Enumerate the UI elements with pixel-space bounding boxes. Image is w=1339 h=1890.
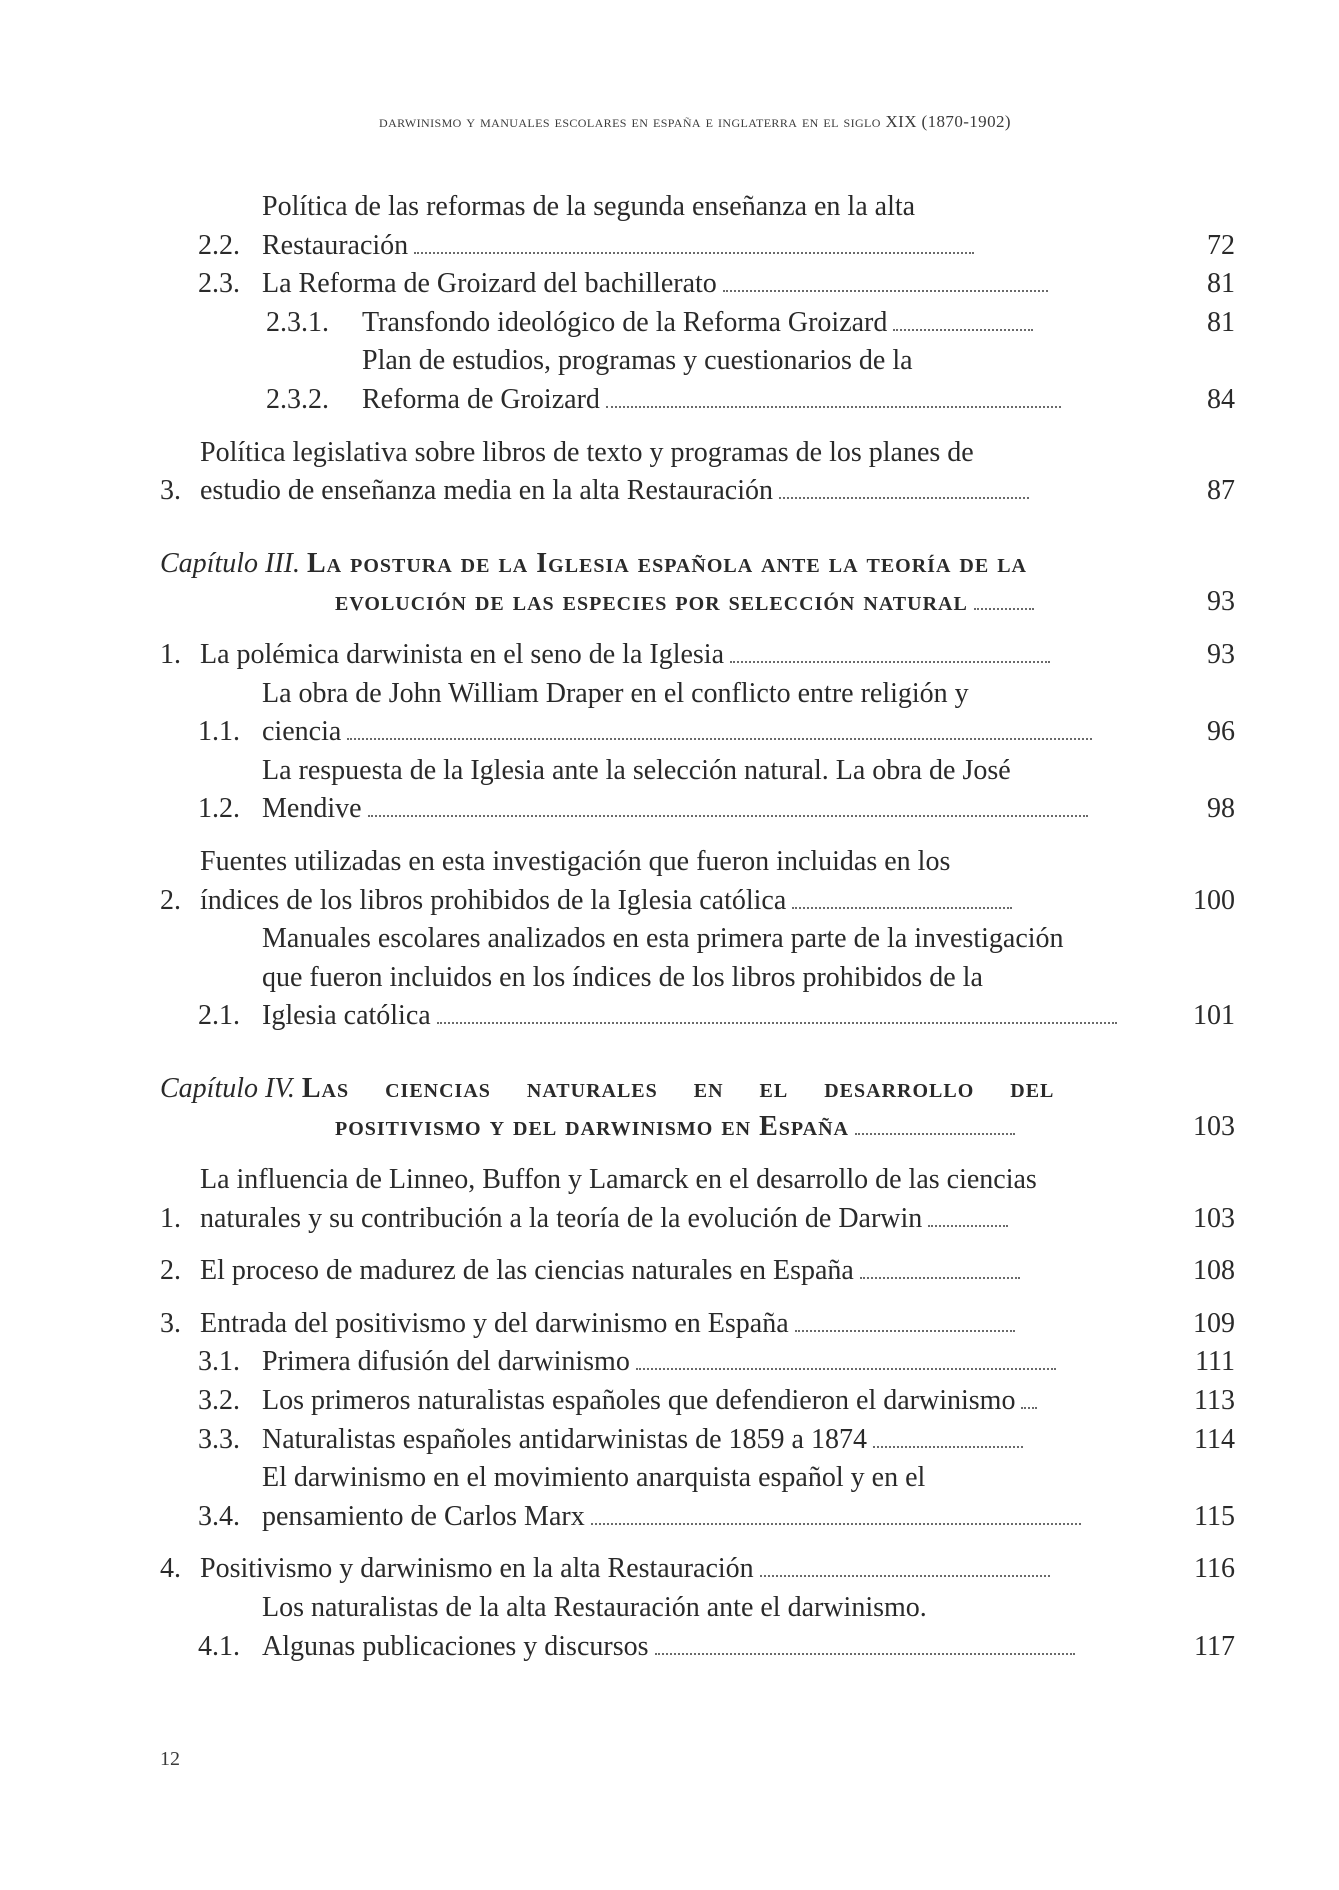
chapter-label: Capítulo IV.	[160, 1072, 295, 1104]
chapter-heading[interactable]	[160, 1070, 1235, 1147]
entry-title: El proceso de madurez de las ciencias naturales en España	[200, 1252, 1180, 1291]
toc-entry[interactable]	[160, 342, 1235, 419]
entry-number: 2.	[160, 1255, 181, 1287]
entry-number: 3.	[160, 1307, 181, 1339]
chapter-title: Las ciencias naturales en el desarrollo del	[301, 1072, 1055, 1104]
entry-title: La respuesta de la Iglesia ante la selección natural. La obra de José Mendive	[262, 752, 1170, 829]
entry-page: 87	[1207, 475, 1235, 507]
chapter-page: 103	[1193, 1111, 1235, 1143]
entry-page: 100	[1193, 884, 1235, 916]
chapter-label: Capítulo III.	[160, 547, 300, 579]
entry-page: 117	[1194, 1630, 1235, 1662]
toc-entry[interactable]	[160, 1421, 1235, 1460]
entry-title: Política legislativa sobre libros de texto y programas de los planes de estudio de enseñanza media en la alta Restauración	[200, 434, 1180, 511]
toc-entry[interactable]	[160, 265, 1235, 304]
entry-number: 2.1.	[198, 1000, 240, 1032]
entry-page: 72	[1207, 229, 1235, 261]
entry-title: Transfondo ideológico de la Reforma Groizard	[362, 304, 1139, 343]
entry-page: 116	[1194, 1553, 1235, 1585]
entry-page: 109	[1193, 1307, 1235, 1339]
chapter-heading[interactable]	[160, 545, 1235, 622]
entry-page: 81	[1207, 306, 1235, 338]
entry-title: La influencia de Linneo, Buffon y Lamarck en el desarrollo de las ciencias naturales y su contribución a la teoría de la evolución de Darwin	[200, 1164, 1037, 1234]
entry-title: El darwinismo en el movimiento anarquista español y en el pensamiento de Carlos Marx	[262, 1459, 1170, 1536]
entry-number: 4.	[160, 1553, 181, 1585]
toc-entry[interactable]	[160, 434, 1235, 511]
entry-number: 1.1.	[198, 716, 240, 748]
chapter-title-line2: evolución de las especies por selección natural	[160, 583, 1190, 622]
entry-title: La obra de John William Draper en el conflicto entre religión y ciencia	[262, 675, 1170, 752]
toc-entry[interactable]	[160, 1252, 1235, 1291]
entry-number: 4.1.	[198, 1630, 240, 1662]
toc-entry[interactable]	[160, 675, 1235, 752]
entry-title: Fuentes utilizadas en esta investigación que fueron incluidas en los índices de los libros prohibidos de la Iglesia católica	[200, 843, 1180, 920]
entry-number: 2.	[160, 884, 181, 916]
toc-entry[interactable]	[160, 1161, 1235, 1238]
entry-number: 2.3.2.	[266, 383, 329, 415]
entry-title: La polémica darwinista en el seno de la Iglesia	[200, 636, 1180, 675]
chapter-title: La postura de la Iglesia española ante la teoría de la	[307, 547, 1027, 579]
entry-page: 93	[1207, 638, 1235, 670]
entry-title: Los naturalistas de la alta Restauración ante el darwinismo. Algunas publicaciones y discursos	[262, 1589, 1170, 1666]
entry-number: 2.3.1.	[266, 306, 329, 338]
running-head: darwinismo y manuales escolares en españa e inglaterra en el siglo XIX (1870-1902)	[379, 112, 1011, 131]
entry-page: 103	[1193, 1202, 1235, 1234]
chapter-title-line2: positivismo y del darwinismo en España	[160, 1108, 1140, 1147]
entry-page: 98	[1207, 793, 1235, 825]
toc-entry[interactable]	[160, 752, 1235, 829]
toc-entry[interactable]	[160, 843, 1235, 920]
entry-title: Política de las reformas de la segunda enseñanza en la alta Restauración	[262, 188, 1170, 265]
entry-page: 113	[1194, 1385, 1235, 1417]
entry-page: 114	[1194, 1423, 1235, 1455]
chapter-page: 93	[1207, 586, 1235, 618]
entry-title: Primera difusión del darwinismo	[262, 1343, 1170, 1382]
entry-title: Los primeros naturalistas españoles que defendieron el darwinismo	[262, 1382, 1170, 1421]
entry-title: Entrada del positivismo y del darwinismo en España	[200, 1305, 1180, 1344]
entry-number: 2.2.	[198, 229, 240, 261]
entry-number: 3.2.	[198, 1385, 240, 1417]
entry-number: 3.	[160, 475, 181, 507]
toc-entry[interactable]	[160, 1305, 1235, 1344]
entry-page: 84	[1207, 383, 1235, 415]
toc-entry[interactable]	[160, 636, 1235, 675]
table-of-contents	[160, 188, 1235, 1666]
entry-title: Naturalistas españoles antidarwinistas de 1859 a 1874	[262, 1421, 1170, 1460]
entry-number: 3.1.	[198, 1346, 240, 1378]
entry-title: Plan de estudios, programas y cuestionarios de la Reforma de Groizard	[362, 342, 1139, 419]
entry-number: 2.3.	[198, 268, 240, 300]
entry-page: 96	[1207, 716, 1235, 748]
entry-number: 1.2.	[198, 793, 240, 825]
toc-entry[interactable]	[160, 1550, 1235, 1589]
entry-number: 3.4.	[198, 1500, 240, 1532]
toc-entry[interactable]	[160, 920, 1235, 1036]
toc-entry[interactable]	[160, 1589, 1235, 1666]
entry-number: 1.	[160, 1202, 181, 1234]
entry-title: La Reforma de Groizard del bachillerato	[262, 265, 1170, 304]
entry-page: 101	[1193, 1000, 1235, 1032]
entry-page: 115	[1194, 1500, 1235, 1532]
entry-number: 3.3.	[198, 1423, 240, 1455]
entry-page: 81	[1207, 268, 1235, 300]
toc-entry[interactable]	[160, 1459, 1235, 1536]
entry-title: Positivismo y darwinismo en la alta Restauración	[200, 1550, 1180, 1589]
toc-entry[interactable]	[160, 188, 1235, 265]
page-number: 12	[160, 1748, 180, 1770]
entry-page: 108	[1193, 1255, 1235, 1287]
entry-title: Manuales escolares analizados en esta primera parte de la investigación que fueron incluidos en los índices de los libros prohibidos de la Iglesia católica	[262, 920, 1170, 1036]
toc-entry[interactable]	[160, 1382, 1235, 1421]
toc-entry[interactable]	[160, 304, 1235, 343]
entry-page: 111	[1195, 1346, 1235, 1378]
entry-number: 1.	[160, 638, 181, 670]
toc-entry[interactable]	[160, 1343, 1235, 1382]
